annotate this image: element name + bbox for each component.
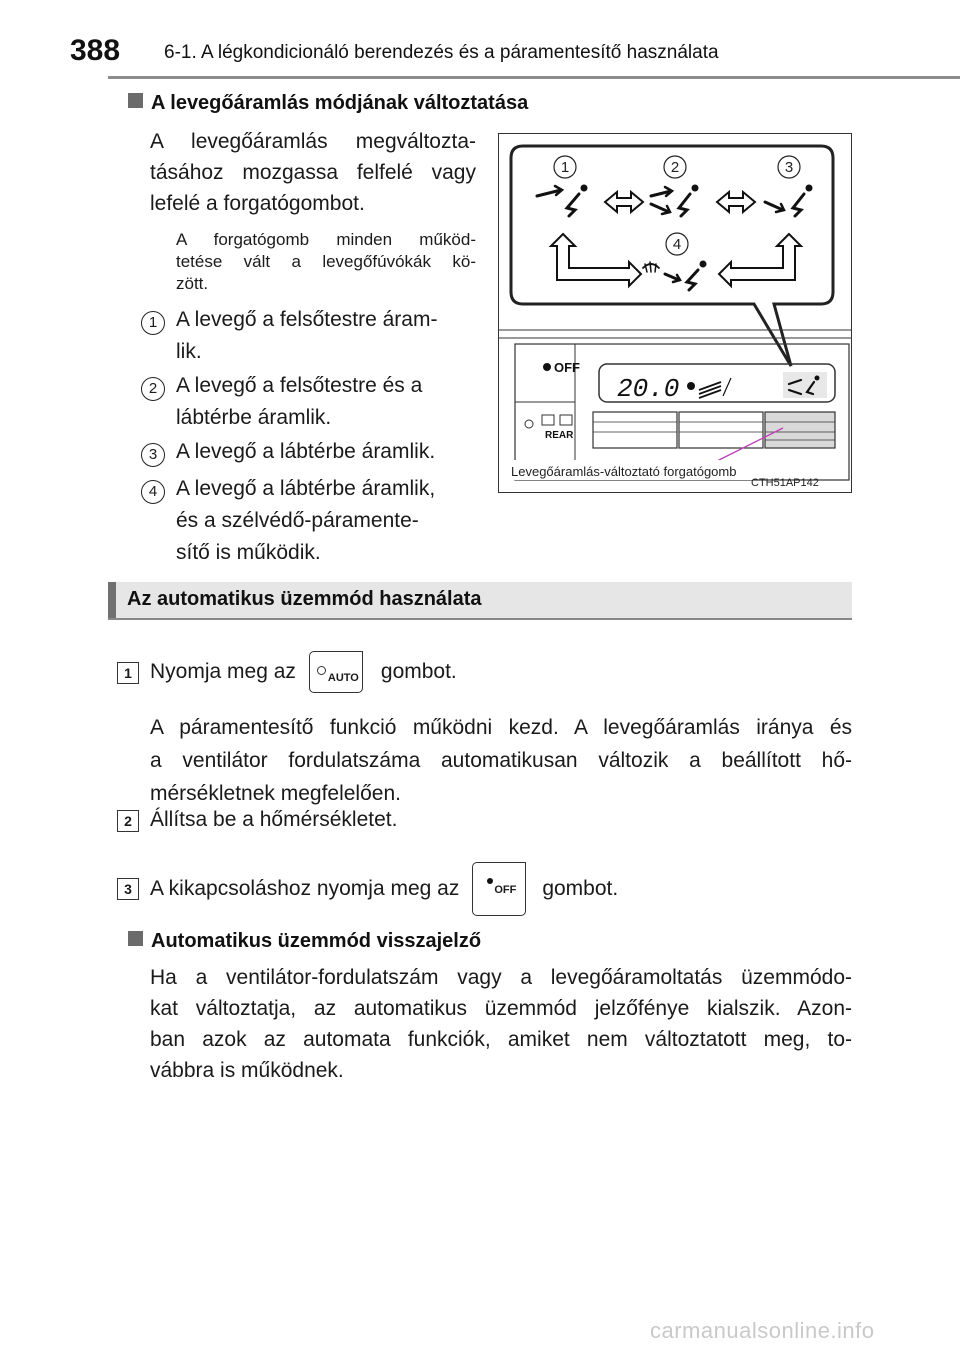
rear-defrost-label [525, 415, 574, 441]
item-line: A levegő a felsőtestre áram- [176, 308, 438, 331]
item-3-text [176, 436, 435, 468]
figure-caption: Levegőáramlás-változtató forgatógomb [511, 464, 737, 479]
item-line: lik. [176, 340, 202, 363]
header-rule [108, 76, 960, 79]
item-1-text [176, 304, 437, 368]
indicator-heading-text: Automatikus üzemmód visszajelző [151, 930, 482, 952]
item-line: A levegő a lábtérbe áramlik, [176, 477, 436, 500]
item-line: A levegő a felsőtestre és a [176, 374, 423, 397]
airflow-intro [150, 126, 476, 219]
desc-line: mérsékletnek megfelelően. [150, 782, 401, 805]
rear-label-text: REAR [545, 430, 574, 441]
step-2-text: Állítsa be a hőmérsékletet. [150, 808, 398, 831]
chapter-title: 6-1. A légkondicionáló berendezés és a páramentesítő használata [164, 42, 719, 63]
off-label-text: OFF [554, 360, 580, 375]
airflow-note [176, 229, 476, 295]
indicator-heading [128, 930, 481, 953]
display-airflow-icon [783, 372, 827, 398]
item-4-text [176, 473, 435, 569]
step-number-3: 3 [117, 878, 139, 900]
step-number-2: 2 [117, 810, 139, 832]
intro-line: A levegőáramlás megváltozta- [150, 130, 476, 153]
airflow-heading-text: A levegőáramlás módjának változtatása [151, 92, 529, 114]
climate-panel-illustration [499, 134, 851, 492]
step-3-after: gombot. [542, 877, 619, 900]
fan-off-label [543, 360, 580, 375]
page-number: 388 [70, 34, 121, 67]
section-title: Az automatikus üzemmód használata [127, 588, 482, 610]
step-3-before: A kikapcsoláshoz nyomja meg az [150, 877, 460, 900]
square-bullet-icon [128, 931, 143, 946]
square-bullet-icon [128, 93, 143, 108]
callout-bubble [511, 146, 833, 366]
step-3 [150, 862, 618, 916]
desc-line: a ventilátor fordulatszáma automatikusan változik a beállított hő- [150, 749, 852, 772]
control-panel [499, 330, 851, 480]
item-line: A levegő a lábtérbe áramlik. [176, 440, 436, 463]
off-button-label: OFF [494, 884, 517, 896]
item-number-2: 2 [141, 377, 165, 401]
para-line: kat változtatja, az automatikus üzemmód jelzőfénye kialszik. Azon- [150, 997, 852, 1020]
display-fan-icon [687, 378, 731, 398]
step-1-description [150, 711, 852, 810]
defrost-icon [542, 415, 554, 425]
mode-number-3: 3 [784, 159, 794, 176]
off-button-icon [472, 862, 526, 916]
mode-number-1: 1 [560, 159, 570, 176]
note-line: A forgatógomb minden működ- [176, 230, 476, 249]
note-line: zött. [176, 274, 209, 293]
indicator-dot [317, 666, 326, 675]
auto-button-label: AUTO [327, 672, 359, 684]
fan-icon [487, 878, 493, 884]
figure-code: CTH51AP142 [751, 477, 819, 489]
intro-line: lefelé a forgatógombot. [150, 192, 365, 215]
item-2-text [176, 370, 422, 434]
item-number-4: 4 [141, 480, 165, 504]
desc-line: A páramentesítő funkció működni kezd. A levegőáramlás iránya és [150, 716, 852, 739]
intro-line: tásához mozgassa felfelé vagy [150, 161, 476, 184]
mode-number-4: 4 [672, 236, 682, 253]
item-line: és a szélvédő-páramente- [176, 509, 419, 532]
climate-control-figure [498, 133, 852, 493]
para-line: vábbra is működnek. [150, 1059, 344, 1082]
step-1 [150, 651, 457, 693]
step-1-after: gombot. [380, 660, 457, 683]
item-line: sítő is működik. [176, 541, 321, 564]
mode-number-2: 2 [670, 159, 680, 176]
fan-icon [543, 363, 551, 371]
item-line: lábtérbe áramlik. [176, 406, 332, 429]
watermark: carmanualsonline.info [650, 1318, 875, 1343]
auto-button-icon [309, 651, 363, 693]
section-rule [108, 618, 852, 620]
para-line: Ha a ventilátor-fordulatszám vagy a levegőáramoltatás üzemmódo- [150, 966, 852, 989]
note-line: tetése vált a levegőfúvókák kö- [176, 252, 476, 271]
para-line: ban azok az automata funkciók, amiket nem változtatott meg, to- [150, 1028, 852, 1051]
airflow-heading [128, 92, 528, 115]
defrost-icon [560, 415, 572, 425]
step-number-1: 1 [117, 662, 139, 684]
step-1-before: Nyomja meg az [150, 660, 296, 683]
item-number-3: 3 [141, 443, 165, 467]
display-temperature: 20.0 [617, 374, 680, 404]
indicator-paragraph [150, 962, 852, 1086]
item-number-1: 1 [141, 311, 165, 335]
